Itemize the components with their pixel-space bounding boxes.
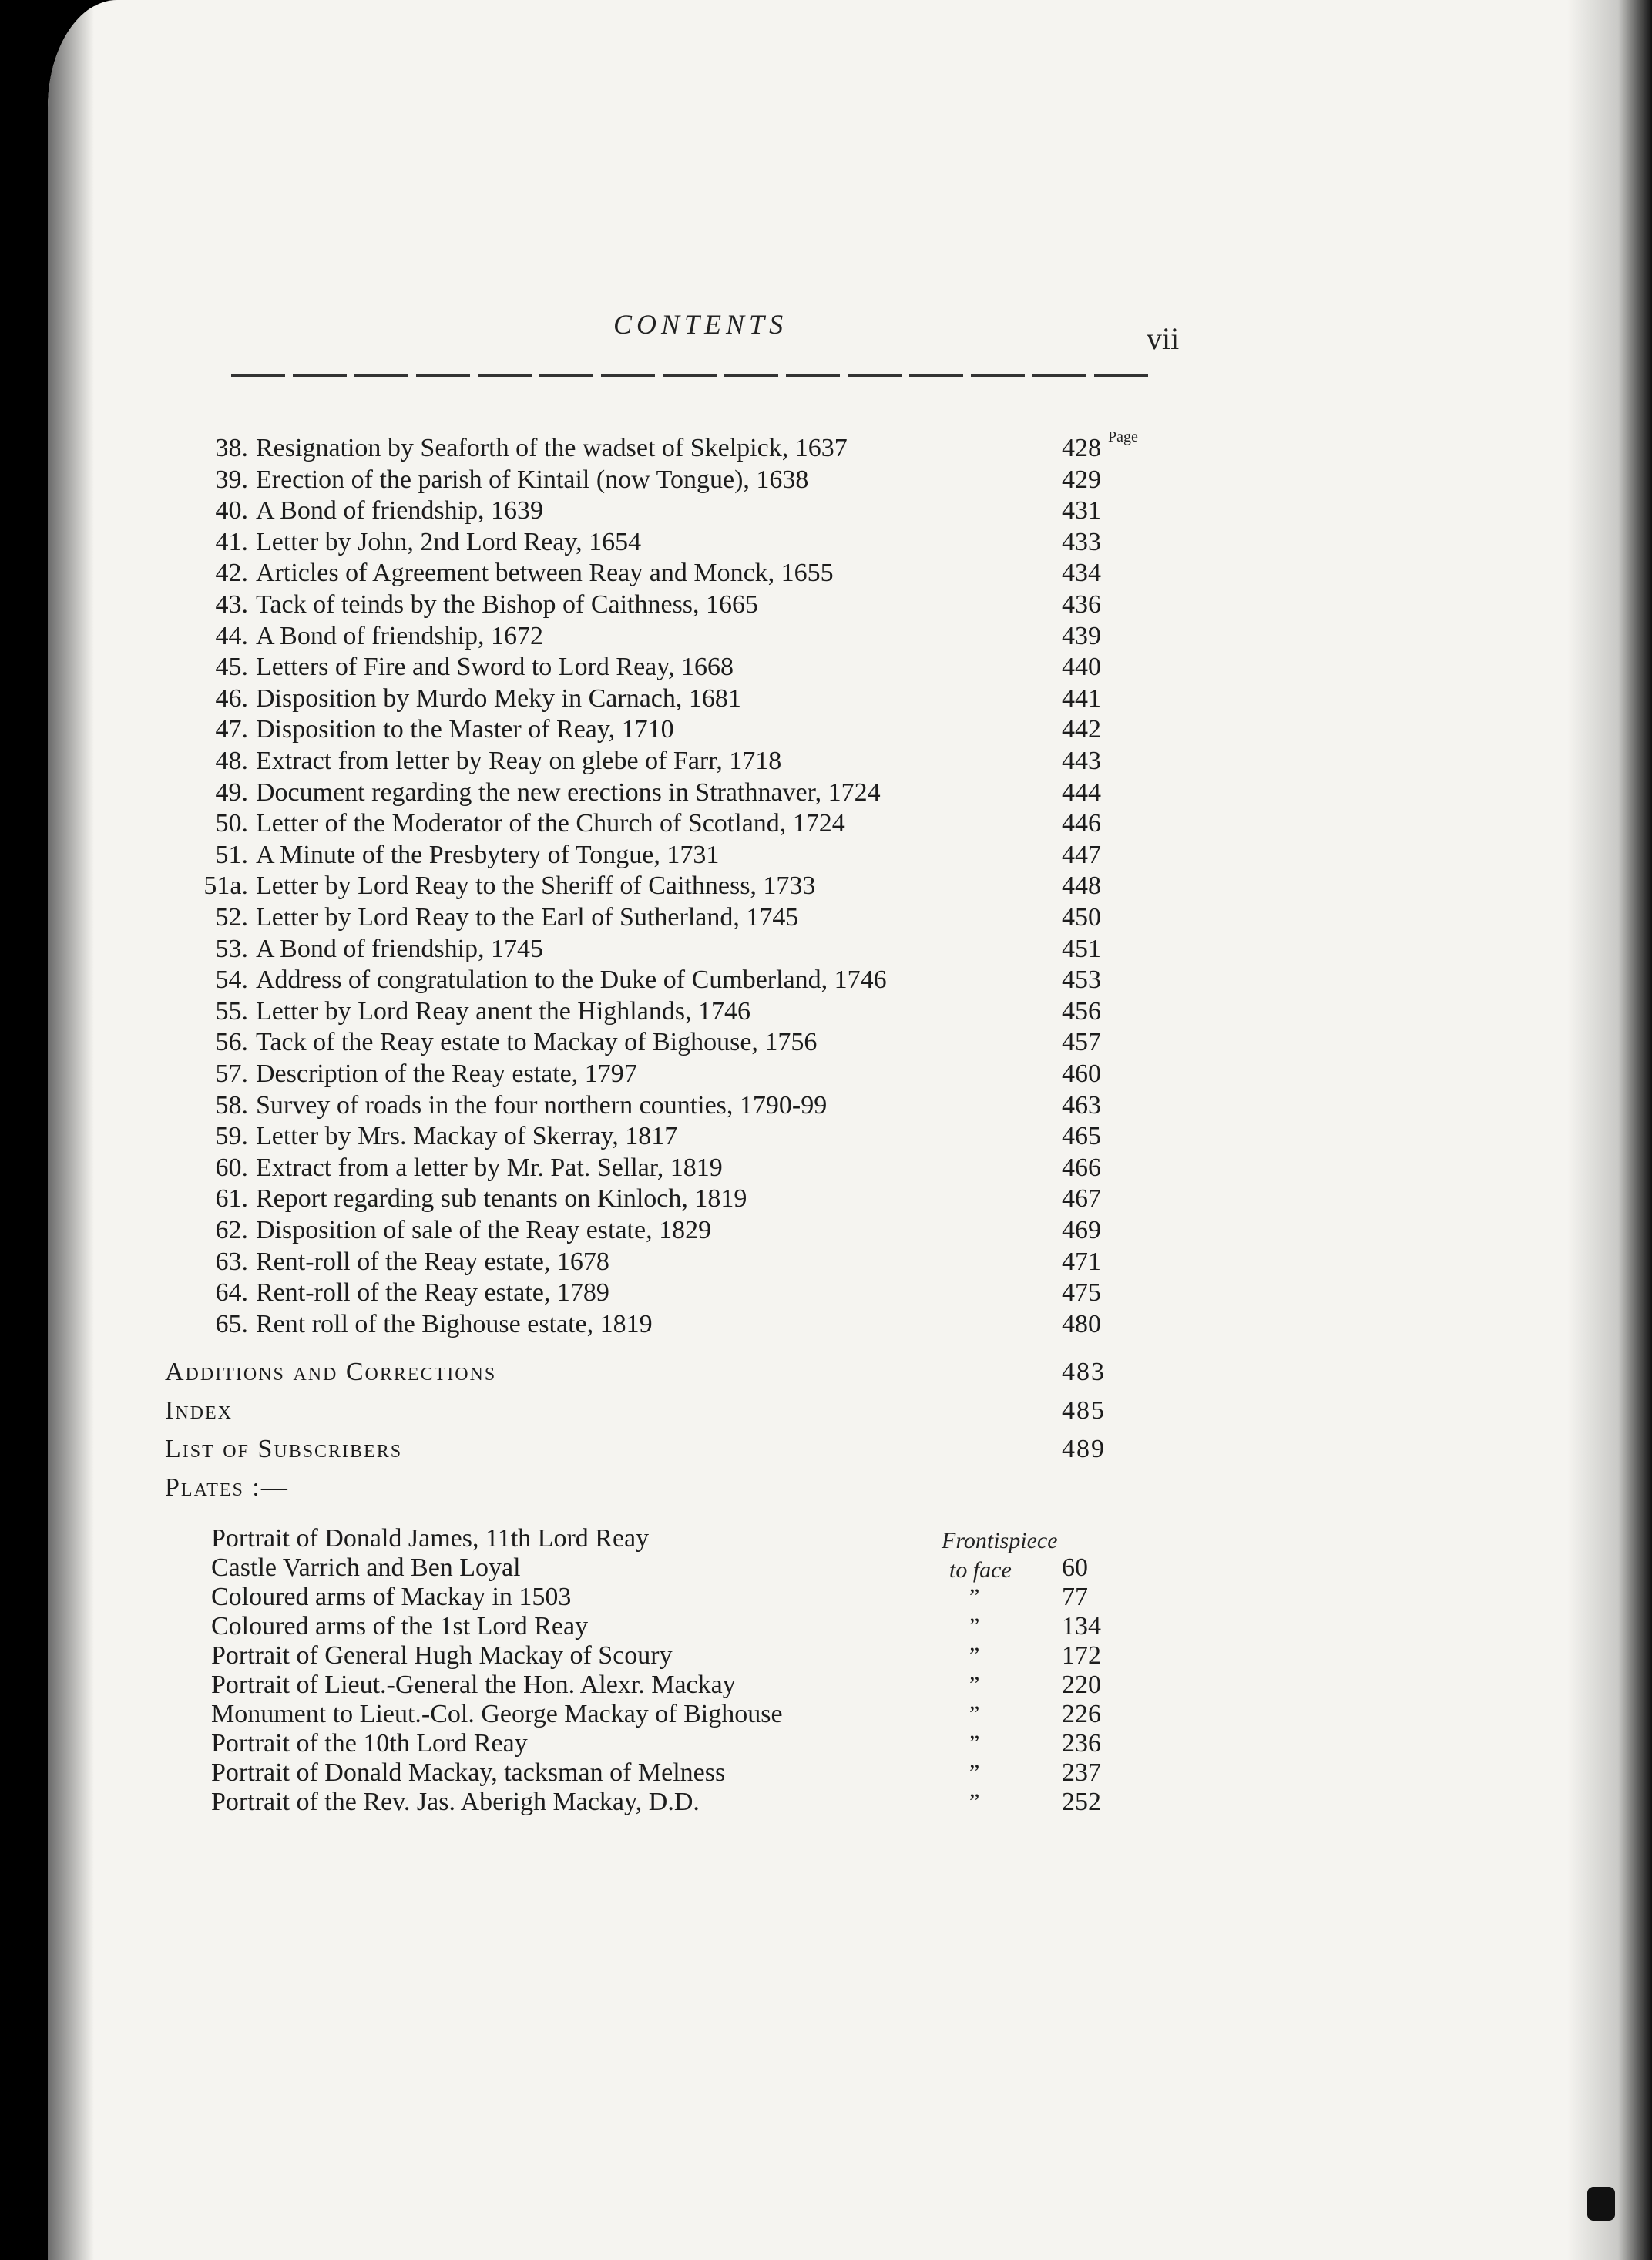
entry-number: 51. (215, 840, 248, 869)
section-page: 489 (1062, 1435, 1106, 1464)
entry-number: 42. (215, 559, 248, 588)
contents-entry (215, 683, 1123, 714)
entry-title: Disposition to the Master of Reay, 1710 (256, 715, 674, 744)
entry-title: A Bond of friendship, 1745 (256, 934, 544, 963)
entry-title: Survey of roads in the four northern counties, 1790-99 (256, 1090, 828, 1120)
contents-entry (203, 871, 1123, 902)
running-head: CONTENTS (613, 309, 788, 340)
plate-entry (211, 1640, 1123, 1671)
entry-number: 65. (215, 1309, 248, 1338)
plate-title: Portrait of the Rev. Jas. Aberigh Mackay, D.D. (211, 1788, 700, 1817)
section-title: Index (165, 1396, 233, 1426)
contents-entry (215, 902, 1123, 933)
entry-number: 54. (215, 965, 248, 995)
contents-section (165, 1355, 1123, 1389)
contents-entry (215, 558, 1123, 589)
ditto-mark: ” (969, 1672, 980, 1698)
frontispiece-note: Frontispiece (942, 1528, 1058, 1554)
section-page: 483 (1062, 1358, 1106, 1387)
plate-page: 226 (1062, 1700, 1101, 1729)
entry-page: 448 (1062, 871, 1101, 901)
plate-title: Portrait of General Hugh Mackay of Scoury (211, 1641, 673, 1671)
entry-number: 46. (215, 683, 248, 713)
entry-page: 450 (1062, 903, 1101, 932)
entry-number: 43. (215, 590, 248, 619)
contents-entry (215, 1027, 1123, 1058)
contents-entry (215, 996, 1123, 1027)
contents-entry (215, 589, 1123, 620)
entry-page: 456 (1062, 996, 1101, 1026)
entry-number: 41. (215, 527, 248, 556)
contents-entry (215, 495, 1123, 526)
plate-page: 236 (1062, 1729, 1101, 1758)
plate-title: Portrait of Donald Mackay, tacksman of Melness (211, 1758, 726, 1788)
entry-title: Letter by Lord Reay anent the Highlands, 1746 (256, 996, 751, 1026)
ditto-mark: ” (969, 1614, 980, 1640)
entry-number: 38. (215, 434, 248, 462)
contents-entry (215, 1215, 1123, 1246)
scan-corner-mark (1587, 2187, 1615, 2221)
entry-title: Letter by Lord Reay to the Sheriff of Caithness, 1733 (256, 871, 816, 901)
entry-title: Document regarding the new erections in Strathnaver, 1724 (256, 777, 881, 807)
entry-number: 56. (215, 1028, 248, 1057)
contents-entry (215, 965, 1123, 996)
entry-number: 52. (215, 903, 248, 932)
entry-title: Description of the Reay estate, 1797 (256, 1059, 637, 1088)
contents-entry (215, 1121, 1123, 1152)
entry-page: 431 (1062, 496, 1101, 526)
contents-entry (215, 1184, 1123, 1214)
contents-entry (215, 746, 1123, 777)
contents-entry (215, 527, 1123, 558)
contents-entry (215, 1090, 1123, 1121)
section-page: 485 (1062, 1396, 1106, 1426)
contents-entry (215, 808, 1123, 839)
book-page (48, 0, 1652, 2260)
entry-title: Disposition of sale of the Reay estate, 1829 (256, 1216, 712, 1244)
entry-page: 441 (1062, 683, 1101, 713)
entry-page: 457 (1062, 1028, 1101, 1057)
plate-entry (211, 1699, 1123, 1730)
plate-entry (211, 1728, 1123, 1759)
entry-number: 48. (215, 747, 248, 775)
plate-entry (211, 1670, 1123, 1701)
plate-page: 252 (1062, 1788, 1101, 1817)
entry-page: 433 (1062, 527, 1101, 556)
contents-entry (215, 714, 1123, 745)
entry-title: Erection of the parish of Kintail (now Tongue), 1638 (256, 465, 809, 494)
contents-entry (215, 1278, 1123, 1308)
page-number: vii (1147, 321, 1180, 356)
entry-page: 463 (1062, 1090, 1101, 1120)
section-title: Plates :— (165, 1473, 289, 1503)
contents-entry (215, 1153, 1123, 1184)
plate-title: Coloured arms of the 1st Lord Reay (211, 1612, 589, 1641)
entry-page: 428 (1062, 434, 1101, 462)
entry-title: Extract from a letter by Mr. Pat. Sellar, 1819 (256, 1153, 723, 1182)
entry-page: 453 (1062, 965, 1101, 995)
entry-number: 62. (215, 1216, 248, 1244)
entry-number: 60. (215, 1153, 248, 1182)
ditto-mark: ” (969, 1789, 980, 1815)
contents-section (165, 1471, 1123, 1505)
entry-title: A Bond of friendship, 1672 (256, 621, 544, 650)
plate-entry (211, 1553, 1123, 1583)
entry-number: 57. (215, 1059, 248, 1088)
plate-page: 77 (1062, 1583, 1088, 1612)
entry-number: 61. (215, 1184, 248, 1214)
entry-number: 55. (215, 996, 248, 1026)
contents-entry (215, 652, 1123, 683)
entry-number: 63. (215, 1247, 248, 1276)
plate-page: 172 (1062, 1641, 1101, 1671)
contents-entry (215, 777, 1123, 808)
entry-title: Rent-roll of the Reay estate, 1678 (256, 1247, 609, 1276)
entry-page: 440 (1062, 653, 1101, 682)
entry-number: 64. (215, 1278, 248, 1308)
ditto-mark: ” (969, 1643, 980, 1669)
entry-page: 429 (1062, 465, 1101, 494)
entry-page: 447 (1062, 840, 1101, 869)
entry-page: 467 (1062, 1184, 1101, 1214)
plate-page: 237 (1062, 1758, 1101, 1788)
contents-section (165, 1394, 1123, 1428)
entry-page: 436 (1062, 590, 1101, 619)
plate-title: Coloured arms of Mackay in 1503 (211, 1583, 572, 1612)
plate-entry (211, 1523, 1123, 1554)
plate-entry (211, 1758, 1123, 1788)
entry-title: Letter of the Moderator of the Church of Scotland, 1724 (256, 809, 845, 838)
page-column-label: Page (1108, 428, 1138, 445)
contents-entry (215, 1247, 1123, 1278)
entry-page: 465 (1062, 1122, 1101, 1151)
plate-title: Portrait of the 10th Lord Reay (211, 1729, 528, 1758)
entry-title: A Bond of friendship, 1639 (256, 496, 544, 526)
section-title: Additions and Corrections (165, 1358, 497, 1387)
entry-title: Rent-roll of the Reay estate, 1789 (256, 1278, 609, 1308)
entry-number: 53. (215, 934, 248, 963)
entry-page: 480 (1062, 1309, 1101, 1338)
plate-title: Monument to Lieut.-Col. George Mackay of Bighouse (211, 1700, 783, 1729)
entry-title: Articles of Agreement between Reay and Monck, 1655 (256, 559, 834, 588)
entry-page: 471 (1062, 1247, 1101, 1276)
entry-number: 59. (215, 1122, 248, 1151)
entry-number: 51a. (203, 871, 248, 901)
contents-entry (215, 840, 1123, 871)
plate-entry (211, 1611, 1123, 1642)
contents-entry (215, 433, 1123, 464)
entry-title: Report regarding sub tenants on Kinloch, 1819 (256, 1184, 747, 1214)
entry-title: Rent roll of the Bighouse estate, 1819 (256, 1309, 653, 1338)
entry-page: 439 (1062, 621, 1101, 650)
plate-entry (211, 1582, 1123, 1613)
contents-entry (215, 1059, 1123, 1090)
entry-page: 466 (1062, 1153, 1101, 1182)
entry-title: Letter by John, 2nd Lord Reay, 1654 (256, 527, 642, 556)
entry-page: 451 (1062, 934, 1101, 963)
contents-entry (215, 465, 1123, 495)
contents-entry (215, 1309, 1123, 1340)
entry-page: 444 (1062, 777, 1101, 807)
ditto-mark: ” (969, 1584, 980, 1610)
entry-number: 47. (215, 715, 248, 744)
contents-section (165, 1432, 1123, 1466)
entry-number: 58. (215, 1090, 248, 1120)
contents-entry (215, 621, 1123, 652)
entry-title: Resignation by Seaforth of the wadset of Skelpick, 1637 (256, 434, 848, 462)
entry-title: Disposition by Murdo Meky in Carnach, 1681 (256, 683, 741, 713)
to-face-note: to face (949, 1557, 1012, 1583)
entry-page: 460 (1062, 1059, 1101, 1088)
entry-page: 446 (1062, 809, 1101, 838)
entry-title: Letter by Lord Reay to the Earl of Sutherland, 1745 (256, 903, 799, 932)
entry-page: 434 (1062, 559, 1101, 588)
entry-page: 442 (1062, 715, 1101, 744)
entry-title: Tack of teinds by the Bishop of Caithness, 1665 (256, 590, 759, 619)
plate-entry (211, 1787, 1123, 1818)
entry-number: 44. (215, 621, 248, 650)
plate-page: 134 (1062, 1612, 1101, 1641)
plate-title: Portrait of Lieut.-General the Hon. Alexr. Mackay (211, 1671, 736, 1700)
entry-title: Tack of the Reay estate to Mackay of Bighouse, 1756 (256, 1028, 818, 1057)
plate-title: Castle Varrich and Ben Loyal (211, 1553, 521, 1583)
entry-title: Letter by Mrs. Mackay of Skerray, 1817 (256, 1122, 678, 1151)
entry-title: Extract from letter by Reay on glebe of Farr, 1718 (256, 747, 782, 775)
contents-list (48, 0, 1652, 2260)
entry-number: 49. (215, 777, 248, 807)
entry-number: 50. (215, 809, 248, 838)
entry-number: 39. (215, 465, 248, 494)
entry-number: 40. (215, 496, 248, 526)
entry-page: 475 (1062, 1278, 1101, 1308)
entry-number: 45. (215, 653, 248, 682)
entry-title: Address of congratulation to the Duke of Cumberland, 1746 (256, 965, 887, 995)
plate-page: 220 (1062, 1671, 1101, 1700)
entry-page: 443 (1062, 747, 1101, 775)
entry-page: 469 (1062, 1216, 1101, 1244)
plate-page: 60 (1062, 1553, 1088, 1583)
ditto-mark: ” (969, 1701, 980, 1728)
section-title: List of Subscribers (165, 1435, 403, 1464)
plate-title: Portrait of Donald James, 11th Lord Reay (211, 1524, 650, 1553)
ditto-mark: ” (969, 1760, 980, 1786)
contents-entry (215, 934, 1123, 965)
entry-title: Letters of Fire and Sword to Lord Reay, 1668 (256, 653, 734, 682)
entry-title: A Minute of the Presbytery of Tongue, 1731 (256, 840, 720, 869)
ditto-mark: ” (969, 1731, 980, 1757)
